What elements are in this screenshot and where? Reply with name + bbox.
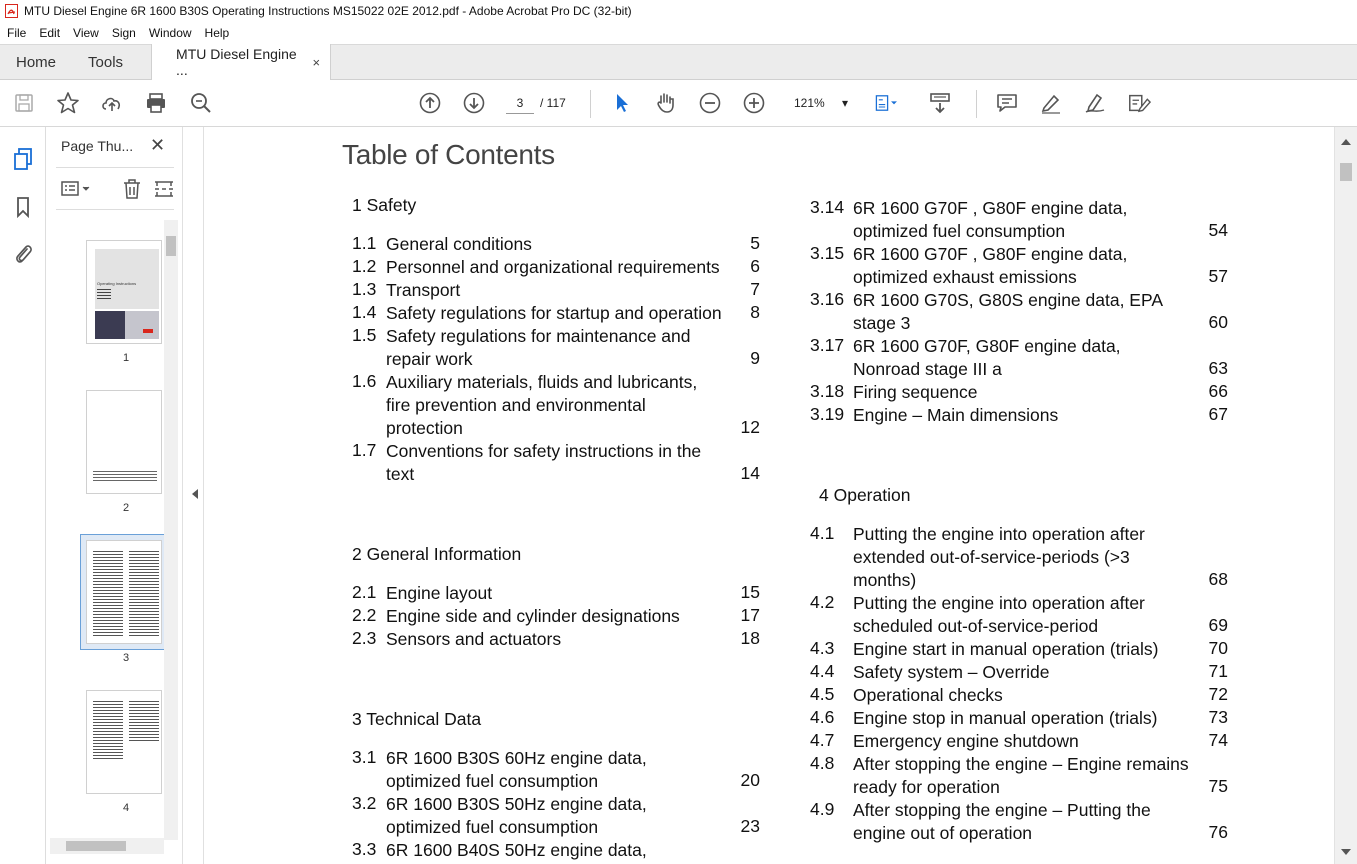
print-icon[interactable] <box>144 91 168 115</box>
toc-entry-line: Engine layout <box>386 583 493 603</box>
toc-entry-line: Safety system – Override <box>853 662 1050 682</box>
toc-entry[interactable] <box>810 661 1230 684</box>
toc-entry-line: Sensors and actuators <box>386 629 562 649</box>
title-bar <box>0 0 1357 22</box>
toc-entry[interactable] <box>352 325 772 371</box>
toc-entry[interactable] <box>810 523 1230 592</box>
toc-entry-page: 57 <box>1208 266 1228 286</box>
upload-cloud-icon[interactable] <box>100 91 124 115</box>
toc-entry-line: 6R 1600 B30S 50Hz engine data, <box>386 794 647 814</box>
toolbar-divider <box>976 90 977 118</box>
cover-title: Operating Instructions <box>97 281 137 286</box>
toc-entry-page: 54 <box>1208 220 1228 240</box>
page-text-lines <box>93 701 123 761</box>
mtu-logo <box>143 329 153 333</box>
toc-section-heading[interactable]: 2 General Information <box>352 544 522 564</box>
scroll-up-icon[interactable] <box>1341 139 1351 145</box>
bookmark-star-icon[interactable] <box>56 91 80 115</box>
comment-icon[interactable] <box>995 91 1019 115</box>
menu-view[interactable]: View <box>73 26 99 40</box>
toc-entry[interactable] <box>352 371 772 440</box>
toc-entry-number: 1.7 <box>352 440 377 460</box>
thumbnail-page-3[interactable] <box>86 540 162 644</box>
toc-entry-number: 1.5 <box>352 325 377 345</box>
toc-entry-line: Engine start in manual operation (trials) <box>853 639 1159 659</box>
toc-entry-line: fire prevention and environmental <box>386 395 646 415</box>
toolbar-divider <box>590 90 591 118</box>
toc-entry[interactable] <box>352 440 772 486</box>
toc-entry-page: 15 <box>740 582 760 602</box>
sign-pen-icon[interactable] <box>1083 91 1107 115</box>
toc-entry-line: 6R 1600 B40S 50Hz engine data, <box>386 840 647 860</box>
toc-entry-line: Auxiliary materials, fluids and lubricants, <box>386 372 698 392</box>
toc-entry-title <box>853 638 1198 661</box>
toc-entry-title <box>853 661 1198 684</box>
toc-entry-title <box>386 747 730 793</box>
toc-entry[interactable] <box>810 243 1230 289</box>
toc-entry-number: 4.9 <box>810 799 835 819</box>
toc-entry-line: text <box>386 464 415 484</box>
panel-close-button[interactable]: ✕ <box>150 135 166 155</box>
toc-entry-page: 75 <box>1208 776 1228 796</box>
toc-entry-line: Engine side and cylinder designations <box>386 606 680 626</box>
fill-sign-icon[interactable] <box>1127 91 1151 115</box>
scroll-mode-icon[interactable] <box>928 91 952 115</box>
toc-entry-line: After stopping the engine – Putting the <box>853 800 1151 820</box>
toc-entry-line: Conventions for safety instructions in the <box>386 441 702 461</box>
toc-entry-title <box>853 592 1198 638</box>
toc-entry-title <box>386 582 730 605</box>
pdf-page <box>204 127 1334 864</box>
toc-section-heading[interactable]: 3 Technical Data <box>352 709 482 729</box>
toc-entry-number: 2.2 <box>352 605 377 625</box>
cover-band <box>95 311 125 339</box>
page-text-lines <box>93 551 123 637</box>
toc-entry[interactable] <box>810 335 1230 381</box>
toc-entry-title <box>853 730 1198 753</box>
toc-entry-page: 70 <box>1208 638 1228 658</box>
toc-entry-page: 17 <box>740 605 760 625</box>
toc-entry[interactable] <box>352 233 772 256</box>
toc-entry-number: 3.1 <box>352 747 377 767</box>
toc-entry-line: Putting the engine into operation after <box>853 524 1145 544</box>
toc-entry-line: ready for operation <box>853 777 1000 797</box>
toc-entry-number: 3.14 <box>810 197 845 217</box>
toc-entry-title <box>853 753 1198 799</box>
thumbnails-horizontal-scrollbar[interactable] <box>50 838 164 854</box>
thumbnail-page-2[interactable] <box>86 390 162 494</box>
thumbnail-label: 1 <box>122 352 130 364</box>
toc-entry[interactable] <box>810 684 1230 707</box>
toc-entry-page: 6 <box>750 256 760 276</box>
thumbnail-label: 3 <box>122 652 130 664</box>
toc-entry-line: Firing sequence <box>853 382 978 402</box>
toc-entry-line: 6R 1600 G70F, G80F engine data, <box>853 336 1121 356</box>
panel-divider <box>56 209 174 210</box>
page-text-lines <box>129 551 159 637</box>
toc-entry-page: 5 <box>750 233 760 253</box>
chevron-down-icon: ▾ <box>841 96 848 110</box>
toc-entry-title <box>386 256 730 279</box>
toc-entry[interactable] <box>352 582 772 605</box>
toc-entry[interactable] <box>810 799 1230 845</box>
toc-entry-number: 4.5 <box>810 684 835 704</box>
delete-page-icon[interactable] <box>120 177 144 201</box>
toc-entry-line: engine out of operation <box>853 823 1033 843</box>
toc-entry-title <box>386 839 730 862</box>
toc-entry-number: 3.19 <box>810 404 845 424</box>
toc-entry[interactable] <box>810 707 1230 730</box>
toc-entry-title <box>386 302 730 325</box>
toc-entry-title <box>853 684 1198 707</box>
toc-entry-number: 1.2 <box>352 256 377 276</box>
toc-entry-page: 12 <box>740 417 760 437</box>
cover-band <box>125 311 159 339</box>
toc-entry-line: 6R 1600 B30S 60Hz engine data, <box>386 748 647 768</box>
page-heading: Table of Contents <box>342 139 555 170</box>
next-page-icon[interactable] <box>462 91 486 115</box>
toc-entry-title <box>386 279 730 302</box>
page-thumbnails-icon[interactable] <box>11 147 35 171</box>
hand-tool-icon[interactable] <box>654 91 678 115</box>
toc-entry-number: 1.1 <box>352 233 377 253</box>
toc-entry-page: 18 <box>740 628 760 648</box>
highlight-pen-icon[interactable] <box>1039 91 1063 115</box>
toc-entry-page: 23 <box>740 816 760 836</box>
toc-entry-line: Operational checks <box>853 685 1003 705</box>
toc-entry-line: Personnel and organizational requirements <box>386 257 720 277</box>
toc-entry-line: 6R 1600 G70F , G80F engine data, <box>853 244 1128 264</box>
toc-section-heading[interactable]: 4 Operation <box>819 485 911 505</box>
toc-entry[interactable] <box>352 793 772 839</box>
toc-entry-title <box>853 404 1198 427</box>
previous-page-icon[interactable] <box>418 91 442 115</box>
toc-entry-number: 3.17 <box>810 335 845 355</box>
toc-entry-line: Emergency engine shutdown <box>853 731 1079 751</box>
toc-entry[interactable] <box>810 404 1230 427</box>
toc-entry[interactable] <box>352 279 772 302</box>
toolbar <box>0 80 1357 127</box>
panel-divider <box>56 167 174 168</box>
toc-entry-number: 4.4 <box>810 661 835 681</box>
tab-home[interactable]: Home <box>16 53 57 71</box>
collapse-panel-icon[interactable] <box>192 489 198 499</box>
document-view[interactable] <box>204 127 1334 864</box>
toc-entry-page: 76 <box>1208 822 1228 842</box>
document-scrollbar[interactable] <box>1334 127 1357 864</box>
tab-tools[interactable]: Tools <box>88 53 124 71</box>
toc-entry-line: stage 3 <box>853 313 911 333</box>
toc-entry-line: After stopping the engine – Engine remains <box>853 754 1189 774</box>
toc-entry-title <box>386 325 730 371</box>
toc-entry-line: Transport <box>386 280 461 300</box>
page-thumbnails-panel <box>46 127 182 864</box>
menu-help[interactable]: Help <box>204 26 230 40</box>
left-rail <box>0 127 46 864</box>
toc-entry-title <box>386 233 730 256</box>
toc-entry-title <box>853 707 1198 730</box>
toc-entry-title <box>853 523 1198 592</box>
toc-entry-number: 3.16 <box>810 289 845 309</box>
scrollbar-thumb[interactable] <box>1340 163 1352 181</box>
toc-entry[interactable] <box>810 197 1230 243</box>
toc-entry-line: Engine – Main dimensions <box>853 405 1059 425</box>
toc-entry-title <box>853 335 1198 381</box>
toc-entry-number: 4.3 <box>810 638 835 658</box>
toc-entry-number: 2.3 <box>352 628 377 648</box>
toc-entry[interactable] <box>352 302 772 325</box>
zoom-in-icon[interactable] <box>742 91 766 115</box>
toc-entry[interactable] <box>810 592 1230 638</box>
toc-entry-number: 3.18 <box>810 381 845 401</box>
menu-edit[interactable]: Edit <box>39 26 61 40</box>
cover-text-lines <box>97 289 111 301</box>
toc-entry-title <box>386 793 730 839</box>
toc-entry-title <box>853 197 1198 243</box>
acrobat-logo-icon <box>4 4 18 18</box>
toc-entry-page: 72 <box>1208 684 1228 704</box>
thumbnail-page-1[interactable] <box>86 240 162 344</box>
toc-entry-page: 8 <box>750 302 760 322</box>
toc-entry-line: Engine stop in manual operation (trials) <box>853 708 1158 728</box>
toc-entry-number: 3.3 <box>352 839 377 859</box>
menu-file[interactable]: File <box>7 26 27 40</box>
tab-document-label: MTU Diesel Engine ... <box>176 46 297 78</box>
window-title: MTU Diesel Engine 6R 1600 B30S Operating Instructions MS15022 02E 2012.pdf - Adobe Acrobat Pro DC (32-bit) <box>24 4 632 18</box>
toc-entry[interactable] <box>810 381 1230 404</box>
toc-entry-page: 71 <box>1208 661 1228 681</box>
toc-entry-line: optimized exhaust emissions <box>853 267 1077 287</box>
toc-right-column <box>810 127 1230 864</box>
toc-entry-page: 14 <box>740 463 760 483</box>
thumbnails-scrollbar[interactable] <box>164 220 178 840</box>
page-number-input[interactable]: 3 <box>506 92 534 114</box>
thumbnail-label: 4 <box>122 802 130 814</box>
bookmarks-icon[interactable] <box>11 195 35 219</box>
toc-entry-title <box>853 289 1198 335</box>
toc-entry-line: optimized fuel consumption <box>386 771 599 791</box>
toc-entry-line: months) <box>853 570 917 590</box>
toc-entry-number: 4.1 <box>810 523 835 543</box>
toc-entry-line: Safety regulations for startup and operation <box>386 303 722 323</box>
toc-entry-line: scheduled out-of-service-period <box>853 616 1099 636</box>
toc-entry-title <box>386 440 730 486</box>
toc-entry[interactable] <box>352 839 772 862</box>
toc-entry-line: protection <box>386 418 463 438</box>
menu-bar <box>0 22 1357 44</box>
toc-entry[interactable] <box>810 638 1230 661</box>
toc-entry-line: Putting the engine into operation after <box>853 593 1145 613</box>
toc-entry[interactable] <box>810 289 1230 335</box>
scrollbar-thumb[interactable] <box>66 841 126 851</box>
menu-sign[interactable]: Sign <box>111 26 136 40</box>
zoom-level-select[interactable] <box>786 92 854 114</box>
toc-entry-line: 6R 1600 G70S, G80S engine data, EPA <box>853 290 1164 310</box>
toc-entry[interactable] <box>810 753 1230 799</box>
toc-entry-number: 3.2 <box>352 793 377 813</box>
menu-window[interactable]: Window <box>148 26 192 40</box>
tab-document[interactable] <box>151 44 331 80</box>
attachments-icon[interactable] <box>11 241 35 265</box>
toc-entry-number: 1.4 <box>352 302 377 322</box>
toc-entry-number: 4.2 <box>810 592 835 612</box>
toc-entry[interactable] <box>352 747 772 793</box>
toc-left-column <box>352 127 772 864</box>
toc-entry-line: optimized fuel consumption <box>853 221 1066 241</box>
toc-entry[interactable] <box>352 256 772 279</box>
toc-entry-number: 4.7 <box>810 730 835 750</box>
toc-entry-title <box>853 799 1198 845</box>
page-fit-icon[interactable] <box>874 91 898 115</box>
toc-entry-line: Nonroad stage III a <box>853 359 1002 379</box>
panel-title: Page Thu... <box>61 138 134 154</box>
page-text-lines <box>129 701 159 741</box>
toc-entry-title <box>386 605 730 628</box>
toc-entry-page: 73 <box>1208 707 1228 727</box>
toc-entry-page: 67 <box>1208 404 1228 424</box>
toc-entry-line: repair work <box>386 349 473 369</box>
toc-section-heading[interactable]: 1 Safety <box>352 195 417 215</box>
page-text-lines <box>93 471 157 483</box>
panel-splitter[interactable] <box>182 127 204 864</box>
scroll-down-icon[interactable] <box>1341 849 1351 855</box>
toc-entry-page: 20 <box>740 770 760 790</box>
toc-entry-page: 9 <box>750 348 760 368</box>
zoom-out-icon[interactable] <box>698 91 722 115</box>
select-cursor-icon[interactable] <box>610 91 634 115</box>
toc-entry-page: 7 <box>750 279 760 299</box>
toc-entry-title <box>853 381 1198 404</box>
toc-entry-line: General conditions <box>386 234 532 254</box>
toc-entry[interactable] <box>352 628 772 651</box>
toc-entry-page: 69 <box>1208 615 1228 635</box>
toc-entry-line: Safety regulations for maintenance and <box>386 326 691 346</box>
toc-entry-line: 6R 1600 G70F , G80F engine data, <box>853 198 1128 218</box>
thumbnail-page-4[interactable] <box>86 690 162 794</box>
find-zoom-icon[interactable] <box>189 91 213 115</box>
toc-entry[interactable] <box>810 730 1230 753</box>
toc-entry-number: 2.1 <box>352 582 377 602</box>
tab-close-button[interactable]: × <box>312 54 321 70</box>
toc-entry-page: 68 <box>1208 569 1228 589</box>
toc-entry-number: 4.6 <box>810 707 835 727</box>
toc-entry-page: 74 <box>1208 730 1228 750</box>
toc-entry-page: 66 <box>1208 381 1228 401</box>
toc-entry-page: 63 <box>1208 358 1228 378</box>
tab-bar <box>0 44 1357 80</box>
toc-entry-number: 4.8 <box>810 753 835 773</box>
thumbnail-label: 2 <box>122 502 130 514</box>
page-total-label: / 117 <box>540 96 566 110</box>
toc-entry-line: optimized fuel consumption <box>386 817 599 837</box>
toc-entry-title <box>853 243 1198 289</box>
toc-entry-title <box>386 628 730 651</box>
scrollbar-thumb[interactable] <box>166 236 176 256</box>
toc-entry-line: extended out-of-service-periods (>3 <box>853 547 1130 567</box>
toc-entry-number: 3.15 <box>810 243 845 263</box>
extract-page-icon[interactable] <box>152 177 176 201</box>
toc-entry-page: 60 <box>1208 312 1228 332</box>
toc-entry-number: 1.3 <box>352 279 377 299</box>
save-icon[interactable] <box>12 91 36 115</box>
toc-entry[interactable] <box>352 605 772 628</box>
toc-entry-title <box>386 371 730 440</box>
thumbnail-options-icon[interactable] <box>58 177 96 201</box>
zoom-level-value: 121% <box>794 96 825 110</box>
toc-entry-number: 1.6 <box>352 371 377 391</box>
